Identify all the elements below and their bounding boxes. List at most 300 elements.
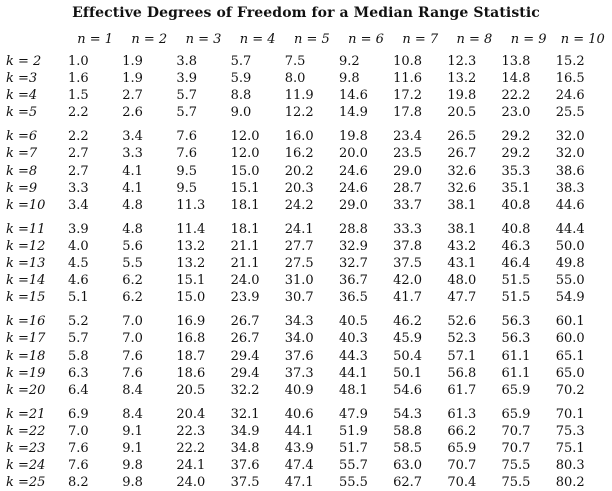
table-cell: 29.4 bbox=[230, 348, 260, 364]
row-label: k =3 bbox=[6, 71, 38, 87]
table-cell: 29.4 bbox=[230, 365, 260, 381]
table-cell: 56.3 bbox=[501, 331, 531, 347]
table-cell: 8.0 bbox=[284, 71, 306, 87]
table-cell: 13.2 bbox=[176, 256, 206, 272]
table-cell: 61.1 bbox=[501, 365, 531, 381]
table-cell: 11.3 bbox=[176, 197, 206, 213]
table-cell: 62.7 bbox=[393, 475, 423, 491]
table-cell: 7.0 bbox=[68, 423, 89, 439]
row-label: k =4 bbox=[6, 88, 38, 104]
table-row bbox=[6, 365, 610, 382]
table-cell: 3.3 bbox=[68, 180, 89, 196]
table-cell: 51.9 bbox=[338, 423, 368, 439]
table-cell: 24.6 bbox=[338, 163, 368, 179]
table-cell: 9.5 bbox=[176, 180, 198, 196]
column-header: n = 4 bbox=[239, 32, 276, 48]
row-label: k =6 bbox=[6, 129, 38, 145]
table-cell: 5.2 bbox=[68, 314, 89, 330]
table-cell: 7.6 bbox=[122, 348, 143, 364]
table-cell: 40.8 bbox=[501, 197, 531, 213]
row-label: k =25 bbox=[6, 475, 46, 491]
table-cell: 75.5 bbox=[501, 458, 531, 474]
table-cell: 27.7 bbox=[284, 238, 314, 254]
table-row bbox=[6, 145, 610, 162]
table-cell: 22.3 bbox=[176, 423, 206, 439]
table-row bbox=[6, 457, 610, 474]
table-cell: 19.8 bbox=[338, 129, 368, 145]
table-cell: 5.9 bbox=[230, 71, 252, 87]
table-cell: 30.7 bbox=[284, 290, 314, 306]
table-row bbox=[6, 238, 610, 255]
table-cell: 3.4 bbox=[122, 129, 143, 145]
row-label: k =23 bbox=[6, 440, 46, 456]
table-cell: 60.0 bbox=[555, 331, 585, 347]
table-row bbox=[6, 423, 610, 440]
table-cell: 2.2 bbox=[68, 105, 89, 121]
table-cell: 3.9 bbox=[68, 221, 89, 237]
table-row bbox=[6, 87, 610, 104]
table-cell: 70.1 bbox=[555, 406, 585, 422]
table-cell: 6.2 bbox=[122, 273, 143, 289]
table-cell: 65.0 bbox=[555, 365, 585, 381]
table-cell: 54.6 bbox=[393, 382, 423, 398]
table-cell: 21.1 bbox=[230, 256, 260, 272]
table-cell: 12.2 bbox=[284, 105, 314, 121]
table-cell: 14.9 bbox=[338, 105, 368, 121]
table-cell: 65.9 bbox=[501, 406, 531, 422]
row-label: k =5 bbox=[6, 105, 38, 121]
table-cell: 11.6 bbox=[393, 71, 423, 87]
table-cell: 9.2 bbox=[338, 54, 360, 69]
table-cell: 70.7 bbox=[447, 458, 477, 474]
table-cell: 15.2 bbox=[555, 54, 585, 69]
table-cell: 4.8 bbox=[122, 221, 143, 237]
table-cell: 32.1 bbox=[230, 406, 260, 422]
table-cell: 43.2 bbox=[447, 238, 477, 254]
table-cell: 1.9 bbox=[122, 71, 143, 87]
table-cell: 55.0 bbox=[555, 273, 585, 289]
table-cell: 32.7 bbox=[338, 256, 368, 272]
table-cell: 18.6 bbox=[176, 365, 206, 381]
table-cell: 9.1 bbox=[122, 440, 143, 456]
table-cell: 75.5 bbox=[501, 475, 531, 491]
table-cell: 6.4 bbox=[68, 382, 89, 398]
column-header: n = 5 bbox=[293, 32, 330, 48]
table-row bbox=[6, 180, 610, 197]
table-cell: 70.2 bbox=[555, 382, 585, 398]
table-cell: 61.7 bbox=[447, 382, 477, 398]
table-cell: 38.1 bbox=[447, 197, 477, 213]
table-cell: 32.2 bbox=[230, 382, 260, 398]
table-cell: 4.1 bbox=[122, 163, 143, 179]
table-cell: 32.0 bbox=[555, 129, 585, 145]
table-cell: 51.5 bbox=[501, 273, 531, 289]
table-cell: 29.2 bbox=[501, 146, 531, 162]
table-row bbox=[6, 306, 610, 330]
table-cell: 43.9 bbox=[284, 440, 314, 456]
table-cell: 1.5 bbox=[68, 88, 89, 104]
table-cell: 7.6 bbox=[68, 458, 89, 474]
table-cell: 15.0 bbox=[176, 290, 206, 306]
table-cell: 52.6 bbox=[447, 314, 477, 330]
table-row bbox=[6, 474, 610, 491]
table-cell: 58.8 bbox=[393, 423, 423, 439]
row-label: k =15 bbox=[6, 290, 46, 306]
table-cell: 40.6 bbox=[284, 406, 314, 422]
table-cell: 35.3 bbox=[501, 163, 531, 179]
table-cell: 44.1 bbox=[338, 365, 368, 381]
table-cell: 4.1 bbox=[122, 180, 143, 196]
table-row bbox=[6, 163, 610, 180]
table-cell: 36.5 bbox=[338, 290, 368, 306]
table-cell: 10.8 bbox=[393, 54, 423, 69]
table-cell: 43.1 bbox=[447, 256, 477, 272]
table-cell: 25.5 bbox=[555, 105, 585, 121]
table-cell: 37.5 bbox=[230, 475, 260, 491]
table-cell: 4.6 bbox=[68, 273, 89, 289]
table-cell: 5.7 bbox=[230, 54, 252, 69]
table-row bbox=[6, 289, 610, 306]
table-row bbox=[6, 382, 610, 399]
table-cell: 18.1 bbox=[230, 221, 260, 237]
table-cell: 8.8 bbox=[230, 88, 252, 104]
table-cell: 75.1 bbox=[555, 440, 585, 456]
table-cell: 46.3 bbox=[501, 238, 531, 254]
table-cell: 44.1 bbox=[284, 423, 314, 439]
table-cell: 20.0 bbox=[338, 146, 368, 162]
table-row bbox=[6, 330, 610, 347]
table-row bbox=[6, 104, 610, 121]
table-cell: 7.6 bbox=[176, 146, 198, 162]
table-cell: 75.3 bbox=[555, 423, 585, 439]
table-cell: 49.8 bbox=[555, 256, 585, 272]
table-cell: 9.8 bbox=[122, 475, 143, 491]
table-cell: 33.7 bbox=[393, 197, 423, 213]
table-cell: 20.5 bbox=[447, 105, 477, 121]
table-cell: 17.8 bbox=[393, 105, 423, 121]
table-cell: 7.0 bbox=[122, 331, 143, 347]
table-cell: 60.1 bbox=[555, 314, 585, 330]
table-row bbox=[6, 399, 610, 423]
table-cell: 32.6 bbox=[447, 163, 477, 179]
table-cell: 15.1 bbox=[230, 180, 260, 196]
table-cell: 28.8 bbox=[338, 221, 368, 237]
table-cell: 9.5 bbox=[176, 163, 198, 179]
table-cell: 41.7 bbox=[393, 290, 423, 306]
table-cell: 37.8 bbox=[393, 238, 423, 254]
row-label: k =12 bbox=[6, 238, 46, 254]
table-cell: 54.9 bbox=[555, 290, 585, 306]
table-cell: 26.5 bbox=[447, 129, 477, 145]
table-cell: 4.8 bbox=[122, 197, 143, 213]
table-cell: 37.6 bbox=[230, 458, 260, 474]
column-header: n = 10 bbox=[560, 32, 605, 48]
table-cell: 23.0 bbox=[501, 105, 531, 121]
table-cell: 44.4 bbox=[555, 221, 585, 237]
table-cell: 14.8 bbox=[501, 71, 531, 87]
table-cell: 36.7 bbox=[338, 273, 368, 289]
table-cell: 32.6 bbox=[447, 180, 477, 196]
table-cell: 70.7 bbox=[501, 440, 531, 456]
table-cell: 27.5 bbox=[284, 256, 314, 272]
table-cell: 6.3 bbox=[68, 365, 89, 381]
table-cell: 7.6 bbox=[68, 440, 89, 456]
table-cell: 18.1 bbox=[230, 197, 260, 213]
table-row bbox=[6, 197, 610, 214]
table-cell: 44.3 bbox=[338, 348, 368, 364]
table-cell: 50.4 bbox=[393, 348, 423, 364]
table-cell: 3.9 bbox=[176, 71, 198, 87]
table-cell: 11.4 bbox=[176, 221, 206, 237]
table-cell: 32.9 bbox=[338, 238, 368, 254]
table-cell: 55.5 bbox=[338, 475, 368, 491]
table-title: Effective Degrees of Freedom for a Median Range Statistic bbox=[72, 5, 540, 21]
table-cell: 80.3 bbox=[555, 458, 585, 474]
table-cell: 23.5 bbox=[393, 146, 423, 162]
table-cell: 70.7 bbox=[501, 423, 531, 439]
table-cell: 2.7 bbox=[68, 163, 89, 179]
row-label: k =21 bbox=[6, 406, 46, 422]
table-cell: 9.8 bbox=[338, 71, 360, 87]
table-row bbox=[6, 348, 610, 365]
table-cell: 65.9 bbox=[501, 382, 531, 398]
row-label: k =9 bbox=[6, 180, 38, 196]
table-cell: 70.4 bbox=[447, 475, 477, 491]
table-cell: 50.0 bbox=[555, 238, 585, 254]
table-cell: 14.6 bbox=[338, 88, 368, 104]
table-cell: 54.3 bbox=[393, 406, 423, 422]
table-cell: 12.0 bbox=[230, 146, 260, 162]
table-cell: 28.7 bbox=[393, 180, 423, 196]
table-cell: 26.7 bbox=[447, 146, 477, 162]
table-cell: 5.6 bbox=[122, 238, 143, 254]
table-cell: 34.9 bbox=[230, 423, 260, 439]
table-cell: 24.0 bbox=[176, 475, 206, 491]
table-row bbox=[6, 121, 610, 145]
table-cell: 51.7 bbox=[338, 440, 368, 456]
table-cell: 57.1 bbox=[447, 348, 477, 364]
table-cell: 5.7 bbox=[176, 88, 198, 104]
table-cell: 80.2 bbox=[555, 475, 585, 491]
column-header: n = 3 bbox=[185, 32, 222, 48]
degrees-of-freedom-table bbox=[6, 30, 610, 491]
table-cell: 16.0 bbox=[284, 129, 314, 145]
table-cell: 18.7 bbox=[176, 348, 206, 364]
table-cell: 61.3 bbox=[447, 406, 477, 422]
table-cell: 38.3 bbox=[555, 180, 585, 196]
row-label: k =8 bbox=[6, 163, 38, 179]
column-header: n = 1 bbox=[77, 32, 113, 48]
table-cell: 4.0 bbox=[68, 238, 89, 254]
column-header: n = 9 bbox=[510, 32, 547, 48]
row-label: k =11 bbox=[6, 221, 46, 237]
row-label: k =13 bbox=[6, 256, 46, 272]
table-cell: 24.6 bbox=[338, 180, 368, 196]
table-cell: 4.5 bbox=[68, 256, 89, 272]
table-row bbox=[6, 70, 610, 87]
table-cell: 50.1 bbox=[393, 365, 423, 381]
column-header: n = 2 bbox=[131, 32, 168, 48]
table-cell: 34.3 bbox=[284, 314, 314, 330]
table-cell: 38.6 bbox=[555, 163, 585, 179]
table-cell: 42.0 bbox=[393, 273, 423, 289]
table-cell: 1.9 bbox=[122, 54, 143, 69]
table-cell: 37.6 bbox=[284, 348, 314, 364]
table-cell: 23.4 bbox=[393, 129, 423, 145]
table-cell: 40.3 bbox=[338, 331, 368, 347]
table-cell: 9.0 bbox=[230, 105, 252, 121]
table-cell: 5.1 bbox=[68, 290, 89, 306]
table-cell: 40.5 bbox=[338, 314, 368, 330]
table-cell: 40.9 bbox=[284, 382, 314, 398]
table-cell: 8.4 bbox=[122, 382, 143, 398]
table-row bbox=[6, 255, 610, 272]
table-cell: 16.8 bbox=[176, 331, 206, 347]
table-row bbox=[6, 214, 610, 238]
table-cell: 26.7 bbox=[230, 331, 260, 347]
table-cell: 12.0 bbox=[230, 129, 260, 145]
table-cell: 52.3 bbox=[447, 331, 477, 347]
table-cell: 20.2 bbox=[284, 163, 314, 179]
table-cell: 16.9 bbox=[176, 314, 206, 330]
table-cell: 3.3 bbox=[122, 146, 143, 162]
row-label: k =20 bbox=[6, 382, 46, 398]
table-cell: 55.7 bbox=[338, 458, 368, 474]
table-cell: 47.7 bbox=[447, 290, 477, 306]
row-label: k = 2 bbox=[6, 54, 42, 69]
table-cell: 46.4 bbox=[501, 256, 531, 272]
table-cell: 2.7 bbox=[122, 88, 143, 104]
table-cell: 37.3 bbox=[284, 365, 314, 381]
table-cell: 65.1 bbox=[555, 348, 585, 364]
corner-cell bbox=[6, 30, 68, 50]
table-cell: 9.8 bbox=[122, 458, 143, 474]
table-cell: 15.0 bbox=[230, 163, 260, 179]
table-cell: 5.7 bbox=[176, 105, 198, 121]
table-cell: 31.0 bbox=[284, 273, 314, 289]
table-cell: 22.2 bbox=[501, 88, 531, 104]
table-body bbox=[6, 50, 610, 491]
table-cell: 12.3 bbox=[447, 54, 477, 69]
table-cell: 61.1 bbox=[501, 348, 531, 364]
row-label: k =16 bbox=[6, 314, 46, 330]
row-label: k =17 bbox=[6, 331, 46, 347]
table-cell: 45.9 bbox=[393, 331, 423, 347]
table-cell: 66.2 bbox=[447, 423, 477, 439]
table-cell: 17.2 bbox=[393, 88, 423, 104]
table-cell: 1.6 bbox=[68, 71, 89, 87]
table-cell: 38.1 bbox=[447, 221, 477, 237]
column-header: n = 7 bbox=[402, 32, 439, 48]
column-header: n = 6 bbox=[348, 32, 384, 48]
table-cell: 29.2 bbox=[501, 129, 531, 145]
table-cell: 48.0 bbox=[447, 273, 477, 289]
table-cell: 11.9 bbox=[284, 88, 314, 104]
table-cell: 24.1 bbox=[176, 458, 206, 474]
table-cell: 26.7 bbox=[230, 314, 260, 330]
table-cell: 63.0 bbox=[393, 458, 423, 474]
table-cell: 34.8 bbox=[230, 440, 260, 456]
table-cell: 6.9 bbox=[68, 406, 89, 422]
table-cell: 16.5 bbox=[555, 71, 585, 87]
table-cell: 51.5 bbox=[501, 290, 531, 306]
table-cell: 7.6 bbox=[122, 365, 143, 381]
table-cell: 47.4 bbox=[284, 458, 314, 474]
column-header: n = 8 bbox=[456, 32, 493, 48]
table-cell: 23.9 bbox=[230, 290, 260, 306]
table-cell: 13.8 bbox=[501, 54, 531, 69]
table-cell: 47.1 bbox=[284, 475, 314, 491]
table-cell: 32.0 bbox=[555, 146, 585, 162]
table-cell: 5.5 bbox=[122, 256, 143, 272]
table-cell: 56.3 bbox=[501, 314, 531, 330]
row-label: k =14 bbox=[6, 273, 46, 289]
row-label: k =18 bbox=[6, 348, 46, 364]
table-cell: 34.0 bbox=[284, 331, 314, 347]
table-cell: 47.9 bbox=[338, 406, 368, 422]
table-cell: 20.3 bbox=[284, 180, 314, 196]
table-cell: 24.0 bbox=[230, 273, 260, 289]
table-cell: 58.5 bbox=[393, 440, 423, 456]
table-cell: 8.2 bbox=[68, 475, 89, 491]
table-cell: 2.2 bbox=[68, 129, 89, 145]
table-cell: 24.2 bbox=[284, 197, 314, 213]
table-cell: 3.8 bbox=[176, 54, 198, 69]
row-label: k =19 bbox=[6, 365, 46, 381]
table-cell: 6.2 bbox=[122, 290, 143, 306]
table-cell: 35.1 bbox=[501, 180, 531, 196]
table-cell: 7.6 bbox=[176, 129, 198, 145]
table-cell: 29.0 bbox=[338, 197, 368, 213]
table-cell: 37.5 bbox=[393, 256, 423, 272]
table-cell: 24.1 bbox=[284, 221, 314, 237]
table-cell: 7.5 bbox=[284, 54, 306, 69]
table-cell: 46.2 bbox=[393, 314, 423, 330]
table-cell: 3.4 bbox=[68, 197, 89, 213]
table-cell: 8.4 bbox=[122, 406, 143, 422]
table-row bbox=[6, 440, 610, 457]
table-cell: 21.1 bbox=[230, 238, 260, 254]
table-cell: 20.5 bbox=[176, 382, 206, 398]
table-cell: 19.8 bbox=[447, 88, 477, 104]
table-cell: 2.6 bbox=[122, 105, 143, 121]
table-cell: 16.2 bbox=[284, 146, 314, 162]
table-row bbox=[6, 50, 610, 70]
table-cell: 5.7 bbox=[68, 331, 89, 347]
table-cell: 20.4 bbox=[176, 406, 206, 422]
table-cell: 48.1 bbox=[338, 382, 368, 398]
table-cell: 33.3 bbox=[393, 221, 423, 237]
table-cell: 29.0 bbox=[393, 163, 423, 179]
table-cell: 9.1 bbox=[122, 423, 143, 439]
table-cell: 2.7 bbox=[68, 146, 89, 162]
header-row bbox=[6, 30, 610, 50]
table-cell: 56.8 bbox=[447, 365, 477, 381]
table-cell: 5.8 bbox=[68, 348, 89, 364]
row-label: k =10 bbox=[6, 197, 46, 213]
table-cell: 15.1 bbox=[176, 273, 206, 289]
table-cell: 40.8 bbox=[501, 221, 531, 237]
row-label: k =24 bbox=[6, 458, 46, 474]
table-cell: 1.0 bbox=[68, 54, 89, 69]
row-label: k =22 bbox=[6, 423, 46, 439]
table-cell: 44.6 bbox=[555, 197, 585, 213]
table-cell: 13.2 bbox=[447, 71, 477, 87]
table-cell: 13.2 bbox=[176, 238, 206, 254]
table-cell: 22.2 bbox=[176, 440, 206, 456]
row-label: k =7 bbox=[6, 146, 38, 162]
table-cell: 7.0 bbox=[122, 314, 143, 330]
